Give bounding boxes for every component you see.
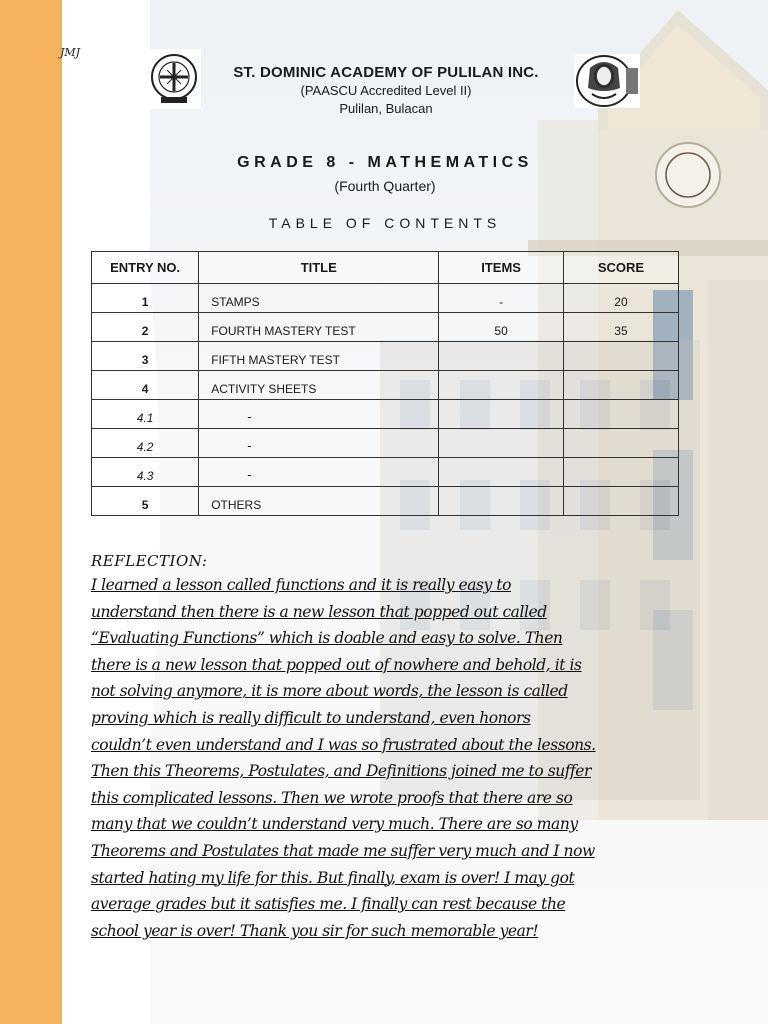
table-row (92, 487, 679, 516)
items-cell (439, 400, 564, 429)
reflection-line: started hating my life for this. But finally, exam is over! I may got (91, 868, 575, 887)
title-cell: - (199, 400, 439, 429)
title-cell: ACTIVITY SHEETS (199, 371, 439, 400)
header-title: TITLE (199, 252, 439, 284)
jmj-mark: JMJ (60, 46, 81, 59)
items-cell (439, 342, 564, 371)
reflection-line: understand then there is a new lesson that popped out called (91, 602, 547, 621)
items-cell (439, 458, 564, 487)
reflection-line: couldn’t even understand and I was so frustrated about the lessons. (91, 735, 596, 754)
school-header (205, 64, 567, 117)
school-name: ST. DOMINIC ACADEMY OF PULILAN INC. (233, 64, 539, 81)
toc-title: TABLE OF CONTENTS (268, 215, 502, 231)
table-row (92, 313, 679, 342)
entry-cell: 4 (92, 371, 199, 400)
table-row (92, 371, 679, 400)
score-cell (563, 342, 678, 371)
reflection-line: many that we couldn’t understand very much. There are so many (91, 815, 578, 834)
entry-cell: 2 (92, 313, 199, 342)
table-row (92, 429, 679, 458)
items-cell: - (439, 284, 564, 313)
items-cell (439, 429, 564, 458)
table-row (92, 342, 679, 371)
contents-table (91, 251, 679, 516)
school-accreditation: (PAASCU Accredited Level II) (300, 83, 472, 98)
reflection-line: proving which is really difficult to understand, even honors (91, 708, 531, 727)
header-score: SCORE (563, 252, 678, 284)
reflection-line: there is a new lesson that popped out of nowhere and behold, it is (91, 655, 582, 674)
title-cell: FIFTH MASTERY TEST (199, 342, 439, 371)
entry-cell: 4.3 (92, 458, 199, 487)
score-cell (563, 429, 678, 458)
score-cell (563, 458, 678, 487)
entry-cell: 5 (92, 487, 199, 516)
header-items: ITEMS (439, 252, 564, 284)
reflection-line: Theorems and Postulates that made me suffer very much and I now (91, 841, 595, 860)
table-header-row (92, 252, 679, 284)
table-row (92, 458, 679, 487)
score-cell: 35 (563, 313, 678, 342)
entry-cell: 1 (92, 284, 199, 313)
header-entry: ENTRY NO. (92, 252, 199, 284)
title-cell: OTHERS (199, 487, 439, 516)
quarter-label: (Fourth Quarter) (334, 178, 436, 194)
table-row (92, 284, 679, 313)
items-cell: 50 (439, 313, 564, 342)
score-cell (563, 487, 678, 516)
items-cell (439, 487, 564, 516)
reflection-line: “Evaluating Functions” which is doable and easy to solve. Then (91, 629, 563, 648)
saint-portrait-logo (574, 54, 640, 108)
school-location: Pulilan, Bulacan (339, 101, 433, 116)
score-cell (563, 371, 678, 400)
table-row (92, 400, 679, 429)
reflection-line: average grades but it satisfies me. I finally can rest because the (91, 895, 566, 914)
grade-title: GRADE 8 - MATHEMATICS (237, 154, 533, 171)
title-cell: STAMPS (199, 284, 439, 313)
title-cell: - (199, 429, 439, 458)
score-cell: 20 (563, 284, 678, 313)
entry-cell: 4.2 (92, 429, 199, 458)
reflection-line: this complicated lessons. Then we wrote proofs that there are so (91, 788, 573, 807)
score-cell (563, 400, 678, 429)
reflection-section (91, 552, 691, 944)
title-cell: FOURTH MASTERY TEST (199, 313, 439, 342)
reflection-line: school year is over! Thank you sir for such memorable year! (91, 921, 539, 940)
entry-cell: 3 (92, 342, 199, 371)
reflection-line: I learned a lesson called functions and it is really easy to (91, 576, 511, 594)
school-seal-logo (147, 49, 201, 109)
entry-cell: 4.1 (92, 400, 199, 429)
reflection-title: REFLECTION: (91, 552, 208, 570)
items-cell (439, 371, 564, 400)
title-cell: - (199, 458, 439, 487)
reflection-line: Then this Theorems, Postulates, and Definitions joined me to suffer (91, 762, 591, 781)
reflection-line: not solving anymore, it is more about words, the lesson is called (91, 682, 568, 701)
